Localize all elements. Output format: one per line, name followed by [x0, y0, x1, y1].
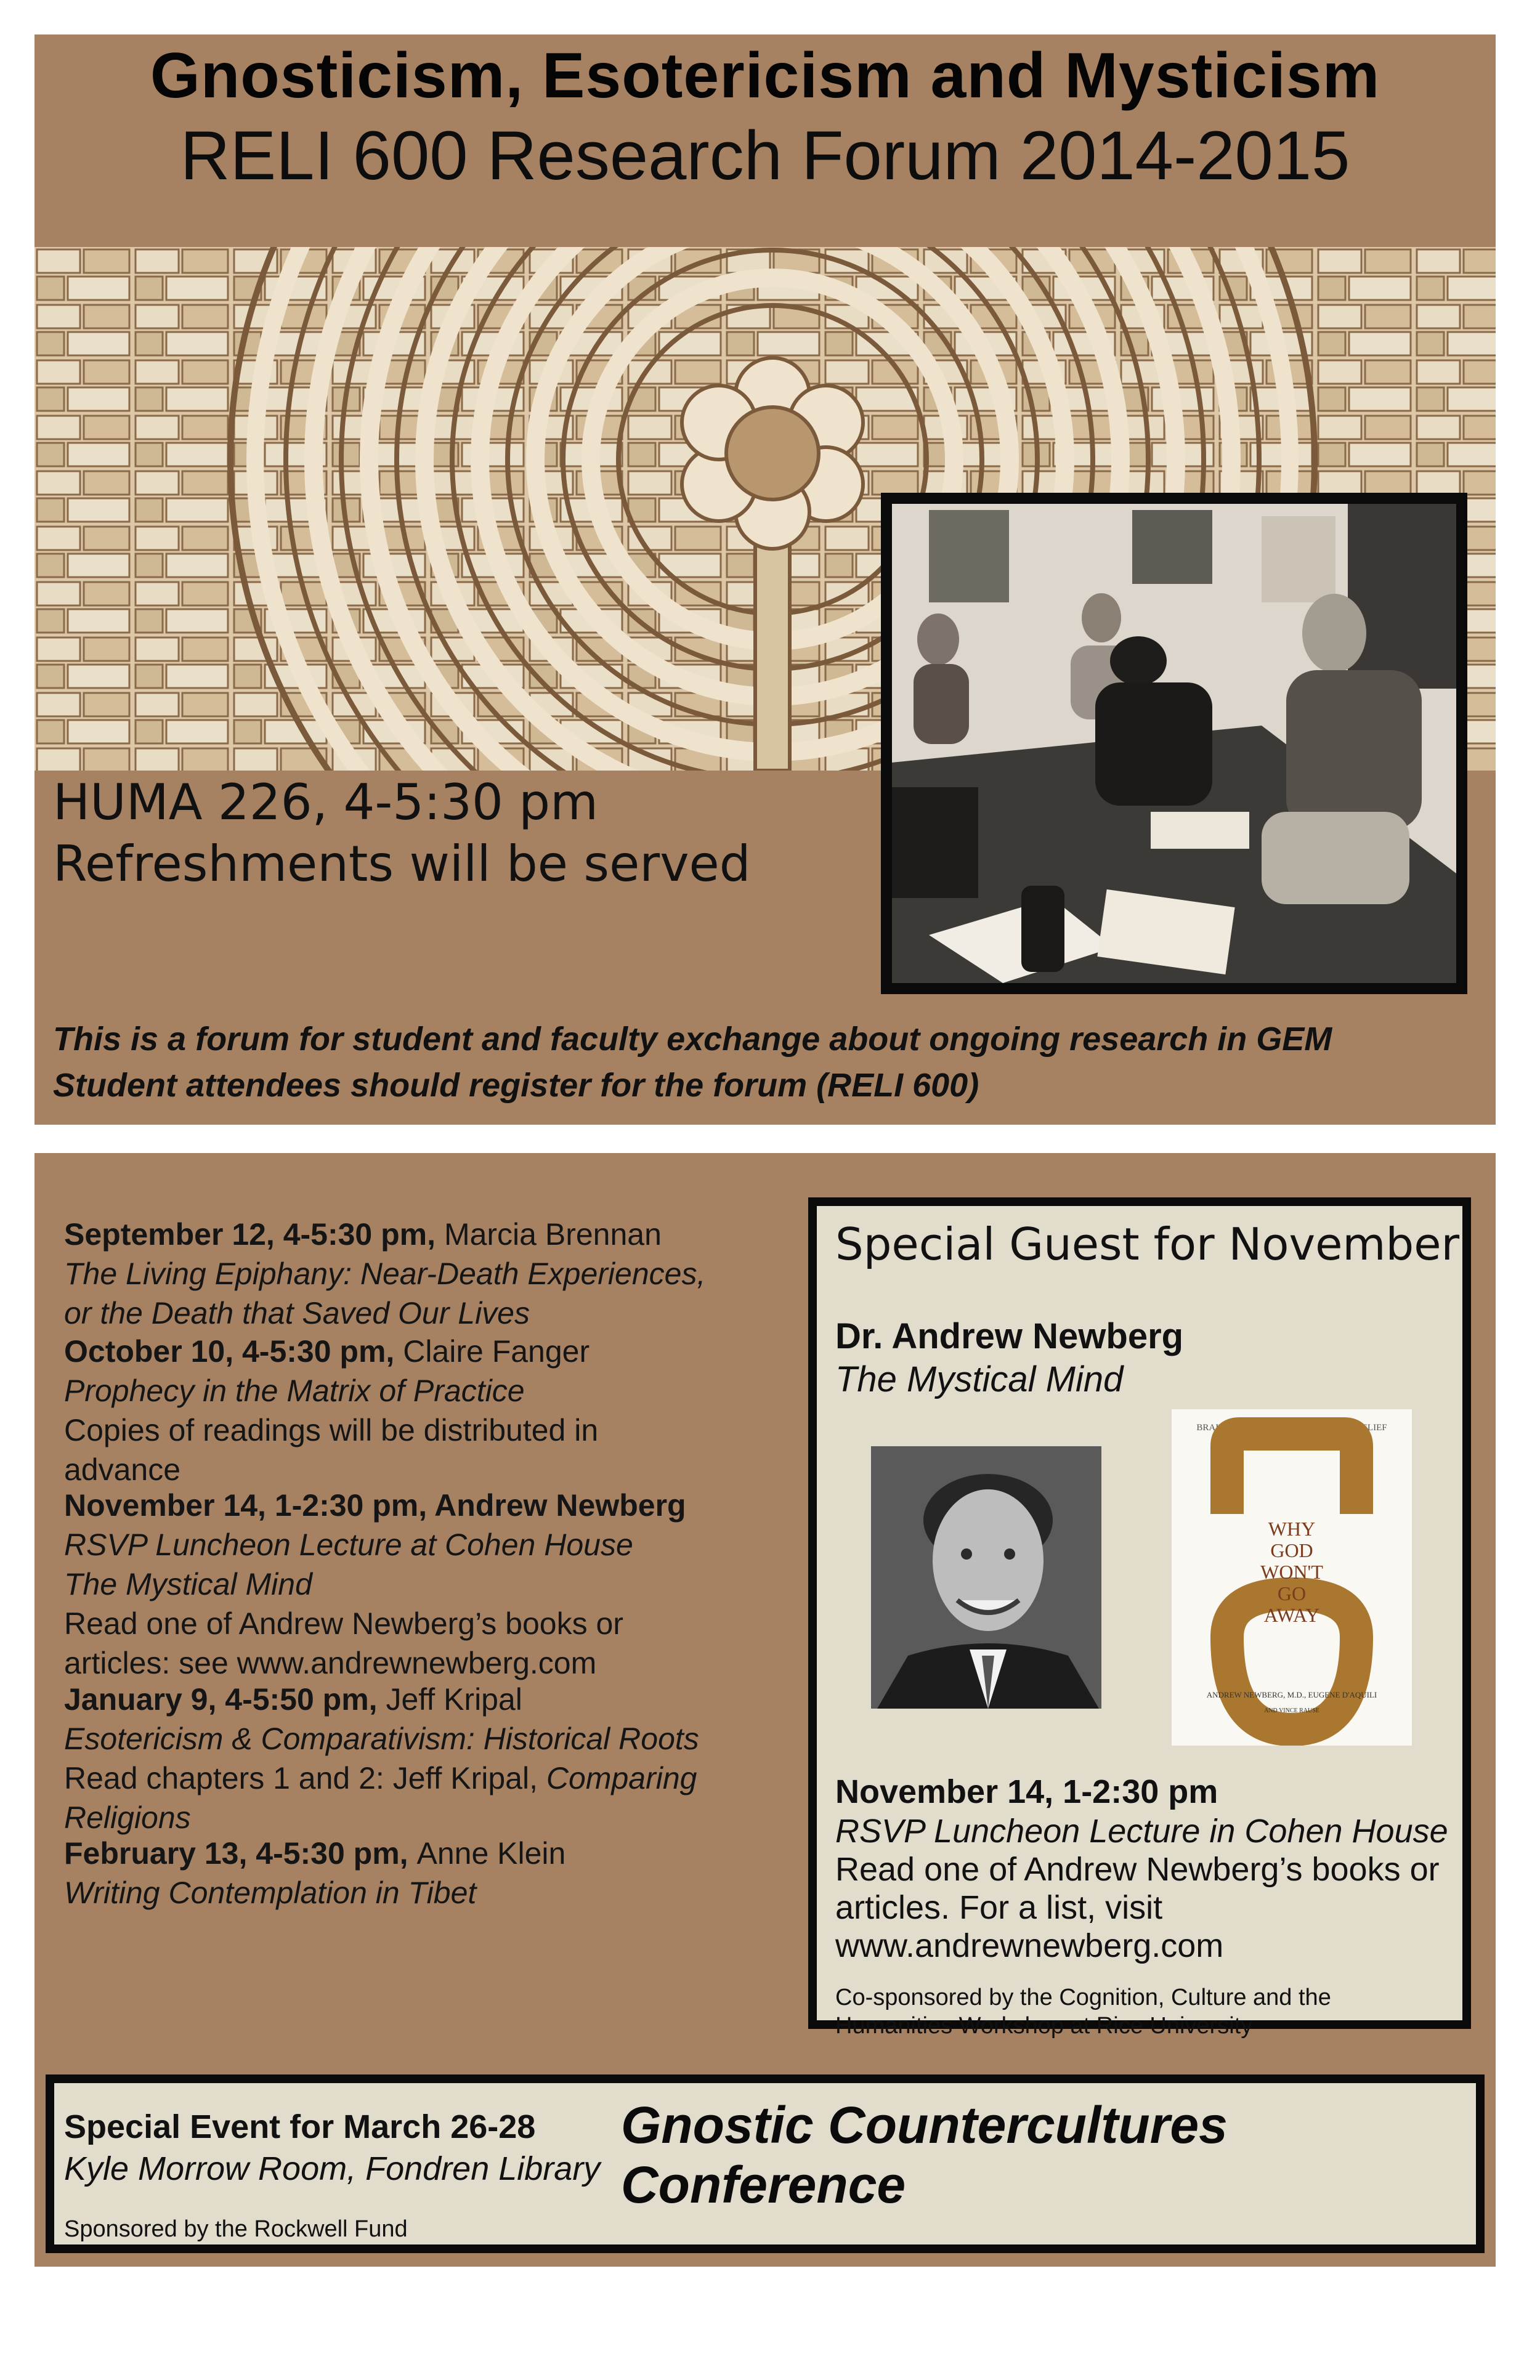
- forum-description: This is a forum for student and faculty exchange about ongoing research in GEM: [53, 1021, 1332, 1058]
- event-speaker: Claire Fanger: [403, 1334, 590, 1369]
- book-cover-title: WON'T: [1260, 1561, 1323, 1583]
- refreshments-note: Refreshments will be served: [53, 835, 751, 892]
- schedule-item: [64, 1680, 803, 1837]
- event-title: or the Death that Saved Our Lives: [64, 1296, 530, 1330]
- schedule-item: [64, 1215, 803, 1333]
- group-photo-frame: [881, 493, 1467, 994]
- event-note: advance: [64, 1452, 181, 1487]
- special-event-box: [46, 2074, 1485, 2253]
- event-title: The Living Epiphany: Near-Death Experiences,: [64, 1257, 706, 1291]
- event-speaker: Marcia Brennan: [444, 1217, 662, 1252]
- guest-website: www.andrewnewberg.com: [835, 1927, 1224, 1964]
- event-date: September 12, 4-5:30 pm, Marcia Brennan: [64, 1217, 662, 1252]
- book-cover-title: GO: [1277, 1582, 1307, 1605]
- book-cover-title: WHY: [1268, 1518, 1316, 1540]
- event-note: Copies of readings will be distributed in: [64, 1413, 599, 1447]
- event-title: Prophecy in the Matrix of Practice: [64, 1374, 525, 1408]
- special-event-sponsor: Sponsored by the Rockwell Fund: [64, 2216, 408, 2242]
- poster-subtitle: RELI 600 Research Forum 2014-2015: [180, 117, 1350, 194]
- special-event-content: [54, 2083, 1476, 2244]
- event-title: RSVP Luncheon Lecture at Cohen House: [64, 1528, 633, 1562]
- cosponsor-note: Humanities Workshop at Rice University: [835, 2013, 1253, 2039]
- event-title: Writing Contemplation in Tibet: [64, 1876, 477, 1910]
- event-note: Read chapters 1 and 2: Jeff Kripal, Comparing: [64, 1761, 697, 1795]
- guest-lecture-date: November 14, 1-2:30 pm: [835, 1773, 1218, 1810]
- event-date: February 13, 4-5:30 pm, Anne Klein: [64, 1836, 566, 1871]
- schedule-item: [64, 1332, 803, 1489]
- book-cover-image: [1172, 1409, 1412, 1746]
- schedule-item: [64, 1486, 803, 1683]
- event-title: Esotericism & Comparativism: Historical Roots: [64, 1722, 699, 1756]
- group-photo: [892, 504, 1456, 983]
- book-cover-authors: ANDREW NEWBERG, M.D., EUGENE D'AQUILI: [1206, 1690, 1377, 1699]
- guest-lecture-title: RSVP Luncheon Lecture in Cohen House: [835, 1813, 1448, 1850]
- event-speaker: Anne Klein: [416, 1836, 566, 1871]
- registration-note: Student attendees should register for the forum (RELI 600): [53, 1067, 979, 1104]
- book-cover-title: AWAY: [1263, 1604, 1320, 1626]
- special-event-location: Kyle Morrow Room, Fondren Library: [64, 2150, 601, 2187]
- guest-reading-note: articles. For a list, visit: [835, 1889, 1163, 1926]
- event-note: Read one of Andrew Newberg’s books or: [64, 1606, 623, 1641]
- event-date: October 10, 4-5:30 pm, Claire Fanger: [64, 1334, 590, 1369]
- poster-title: Gnosticism, Esotericism and Mysticism: [150, 40, 1380, 111]
- schedule-panel: [34, 1153, 1496, 2267]
- event-title: The Mystical Mind: [64, 1567, 312, 1601]
- book-cover-authors: AND VINCE RAUSE: [1264, 1707, 1319, 1714]
- guest-reading-note: Read one of Andrew Newberg’s books or: [835, 1851, 1440, 1888]
- schedule-item: [64, 1834, 803, 1912]
- special-guest-box: [808, 1197, 1471, 2039]
- book-cover-subtitle: BRAIN SCIENCE & THE BIOLOGY OF BELIEF: [1196, 1423, 1387, 1433]
- header-panel: [34, 34, 1496, 1125]
- event-date: January 9, 4-5:50 pm, Jeff Kripal: [64, 1682, 522, 1717]
- event-note: articles: see www.andrewnewberg.com: [64, 1646, 597, 1680]
- special-guest-heading: Special Guest for November: [835, 1218, 1460, 1270]
- guest-name: Dr. Andrew Newberg: [835, 1316, 1184, 1356]
- event-speaker: Jeff Kripal: [386, 1682, 522, 1717]
- venue-location: HUMA 226, 4-5:30 pm: [53, 774, 598, 831]
- event-note: Religions: [64, 1800, 191, 1835]
- special-event-title: Special Event for March 26-28: [64, 2108, 536, 2145]
- conference-title: Gnostic Countercultures Conference: [621, 2096, 1228, 2214]
- event-date: November 14, 1-2:30 pm, Andrew Newberg: [64, 1488, 686, 1523]
- book-cover-title: GOD: [1270, 1539, 1313, 1561]
- guest-portrait: [871, 1446, 1101, 1709]
- special-guest-content: [817, 1206, 1462, 2039]
- guest-book-title: The Mystical Mind: [835, 1359, 1124, 1399]
- cosponsor-note: Co-sponsored by the Cognition, Culture and the: [835, 1985, 1331, 2010]
